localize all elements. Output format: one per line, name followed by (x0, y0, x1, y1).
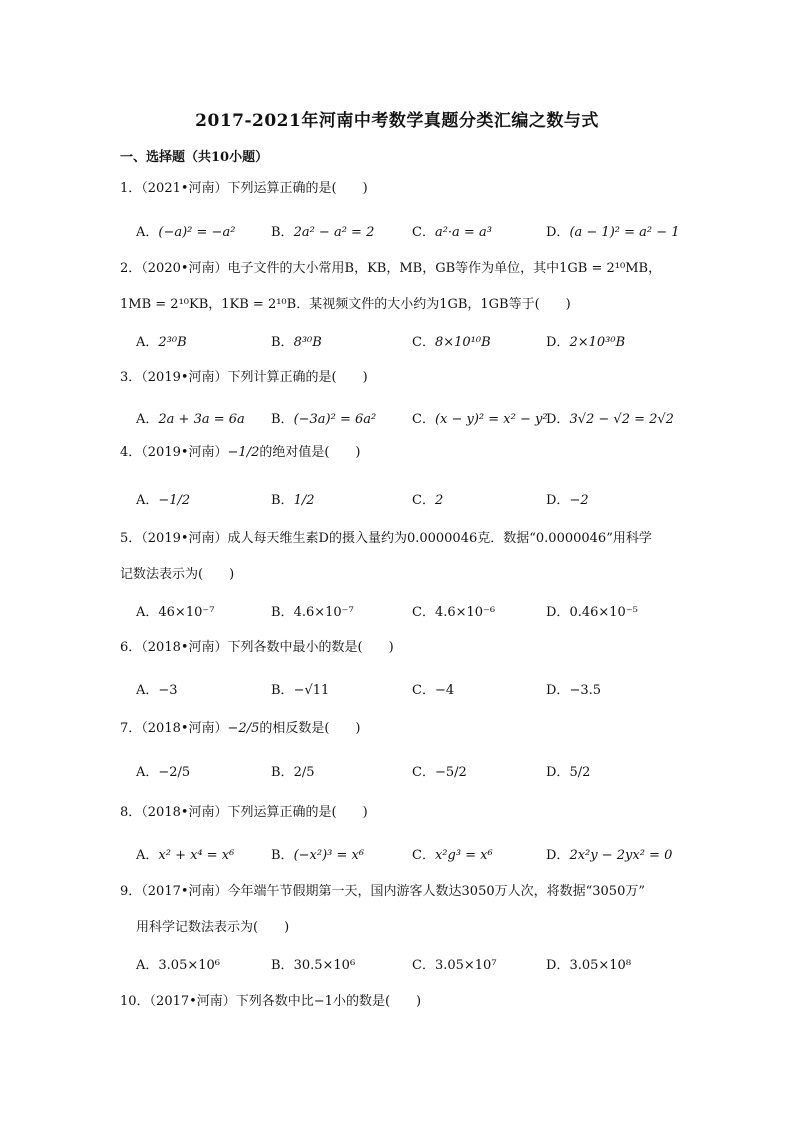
q7-option-c[interactable]: C．−5/2 (412, 765, 467, 780)
question-6-stem: 6．（2018•河南）下列各数中最小的数是( ) (120, 640, 394, 655)
q9-option-c[interactable]: C．3.05×10⁷ (412, 958, 497, 973)
section-heading: 一、选择题（共10小题） (120, 150, 269, 165)
q5-option-c[interactable]: C．4.6×10⁻⁶ (412, 605, 496, 620)
q1-option-b[interactable]: B．2a² − a² = 2 (271, 225, 375, 240)
q3-option-c[interactable]: C．(x − y)² = x² − y² (412, 412, 548, 427)
q1-option-a[interactable]: A．(−a)² = −a² (136, 225, 236, 240)
question-2-stem-line1: 2．（2020•河南）电子文件的大小常用B，KB，MB，GB等作为单位，其中1GB = 2¹⁰MB， (120, 261, 662, 276)
q3-option-b[interactable]: B．(−3a)² = 6a² (271, 412, 377, 427)
q2-option-c[interactable]: C．8×10¹⁰B (412, 335, 491, 350)
q7-option-b[interactable]: B．2/5 (271, 765, 315, 780)
question-7-stem: 7．（2018•河南）−2/5的相反数是( ) (120, 721, 361, 736)
question-9-stem-line2: 用科学记数法表示为( ) (136, 920, 290, 935)
q8-option-d[interactable]: D．2x²y − 2yx² = 0 (546, 848, 673, 863)
q3-option-d[interactable]: D．3√2 − √2 = 2√2 (546, 412, 674, 427)
q5-option-b[interactable]: B．4.6×10⁻⁷ (271, 605, 354, 620)
question-5-stem-line2: 记数法表示为( ) (120, 567, 235, 582)
document-title: 2017-2021年河南中考数学真题分类汇编之数与式 (195, 111, 599, 131)
q4-option-d[interactable]: D．−2 (546, 493, 589, 508)
q9-option-d[interactable]: D．3.05×10⁸ (546, 958, 632, 973)
q2-option-b[interactable]: B．8³⁰B (271, 335, 322, 350)
q7-option-a[interactable]: A．−2/5 (136, 765, 191, 780)
question-1-stem: 1．（2021•河南）下列运算正确的是( ) (120, 181, 368, 196)
q4-option-b[interactable]: B．1/2 (271, 493, 315, 508)
q5-option-d[interactable]: D．0.46×10⁻⁵ (546, 605, 638, 620)
q3-option-a[interactable]: A．2a + 3a = 6a (136, 412, 245, 427)
q7-option-d[interactable]: D．5/2 (546, 765, 591, 780)
q9-option-b[interactable]: B．30.5×10⁶ (271, 958, 356, 973)
question-2-stem-line2: 1MB = 2¹⁰KB，1KB = 2¹⁰B．某视频文件的大小约为1GB，1GB等于( ) (120, 297, 571, 312)
q8-option-c[interactable]: C．x²g³ = x⁶ (412, 848, 493, 863)
q8-option-b[interactable]: B．(−x²)³ = x⁶ (271, 848, 365, 863)
question-8-stem: 8．（2018•河南）下列运算正确的是( ) (120, 805, 368, 820)
q6-option-c[interactable]: C．−4 (412, 683, 455, 698)
q1-option-d[interactable]: D．(a − 1)² = a² − 1 (546, 225, 680, 240)
q2-option-d[interactable]: D．2×10³⁰B (546, 335, 626, 350)
q5-option-a[interactable]: A．46×10⁻⁷ (136, 605, 215, 620)
question-9-stem-line1: 9．（2017•河南）今年端午节假期第一天，国内游客人数达3050万人次，将数据“3050万” (120, 884, 645, 899)
question-3-stem: 3．（2019•河南）下列计算正确的是( ) (120, 370, 368, 385)
q6-option-b[interactable]: B．−√11 (271, 683, 330, 698)
q9-option-a[interactable]: A．3.05×10⁶ (136, 958, 220, 973)
question-5-stem-line1: 5．（2019•河南）成人每天维生素D的摄入量约为0.0000046克．数据“0.0000046”用科学 (120, 531, 652, 546)
q8-option-a[interactable]: A．x² + x⁴ = x⁶ (136, 848, 235, 863)
q4-option-c[interactable]: C．2 (412, 493, 444, 508)
q7-fraction: −2/5 (227, 721, 260, 736)
question-4-stem: 4．（2019•河南）−1/2的绝对值是( ) (120, 445, 361, 460)
q1-option-c[interactable]: C．a²·a = a³ (412, 225, 492, 240)
q6-option-a[interactable]: A．−3 (136, 683, 178, 698)
question-10-stem: 10．（2017•河南）下列各数中比−1小的数是( ) (120, 994, 422, 1009)
q4-fraction: −1/2 (227, 445, 260, 460)
q2-option-a[interactable]: A．2³⁰B (136, 335, 187, 350)
q6-option-d[interactable]: D．−3.5 (546, 683, 602, 698)
q4-option-a[interactable]: A．−1/2 (136, 493, 191, 508)
